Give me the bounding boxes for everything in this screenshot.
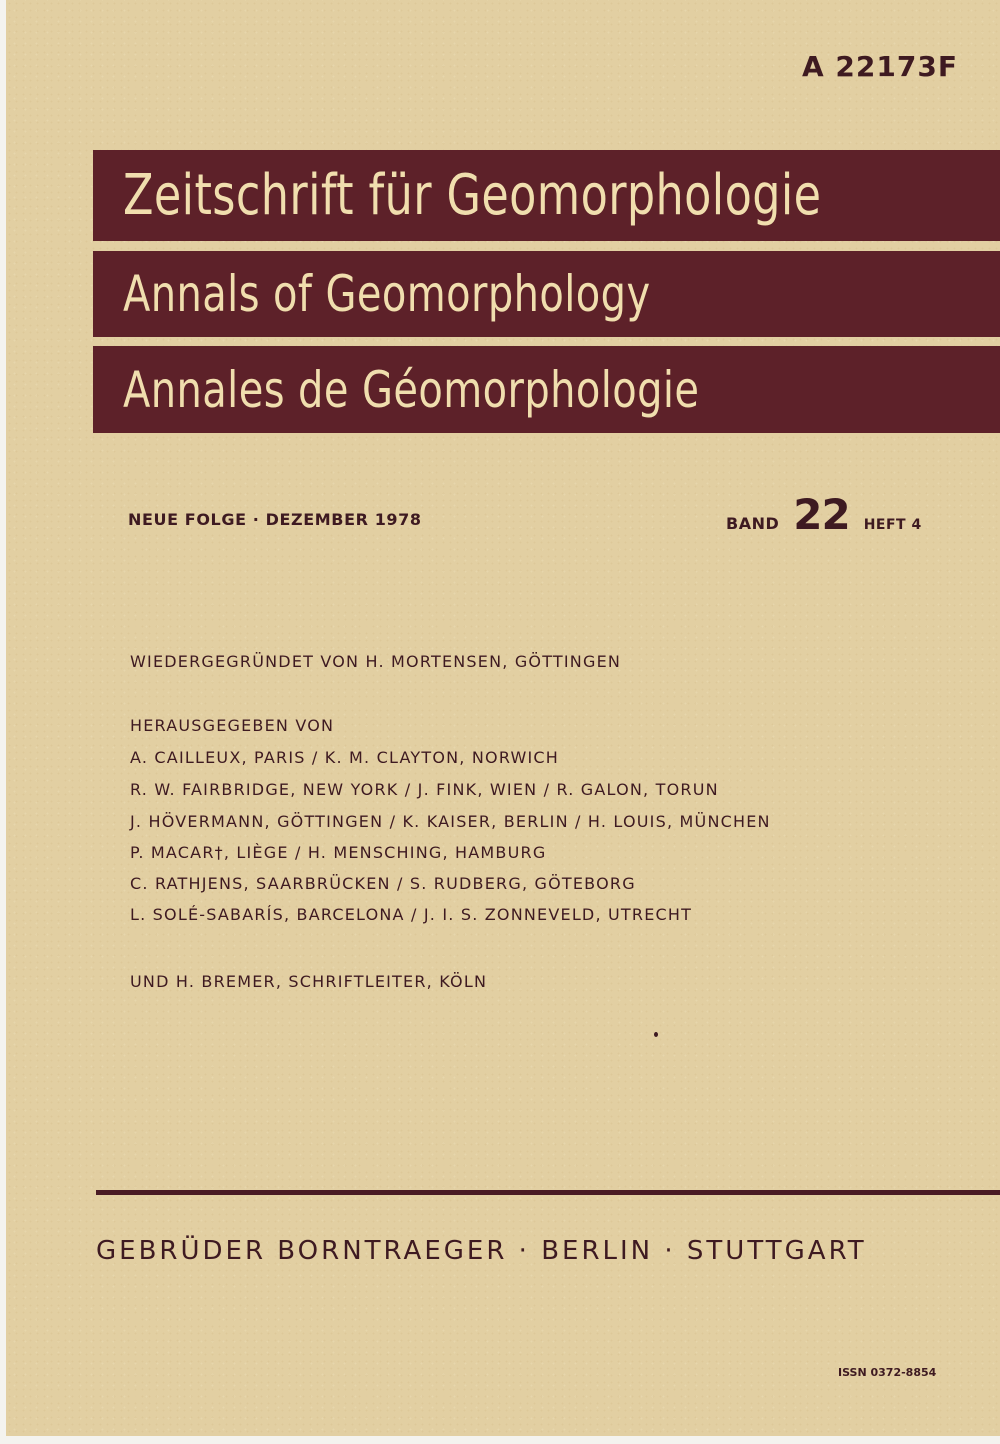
editor-line: L. SOLÉ-SABARÍS, BARCELONA / J. I. S. ZONNEVELD, UTRECHT [130,905,693,924]
series-date: NEUE FOLGE · DEZEMBER 1978 [128,510,422,529]
managing-editor: UND H. BREMER, SCHRIFTLEITER, KÖLN [130,972,488,991]
horizontal-rule [96,1190,1000,1195]
title-english: Annals of Geomorphology [123,265,651,323]
title-bar-english [93,251,1000,337]
volume-info [726,490,922,539]
title-bar-german [93,150,1000,241]
title-bar-french [93,346,1000,433]
editor-line: R. W. FAIRBRIDGE, NEW YORK / J. FINK, WIEN / R. GALON, TORUN [130,780,719,799]
editor-line: J. HÖVERMANN, GÖTTINGEN / K. KAISER, BERLIN / H. LOUIS, MÜNCHEN [130,812,771,831]
publisher: GEBRÜDER BORNTRAEGER · BERLIN · STUTTGART [96,1236,867,1266]
journal-cover [6,0,1000,1436]
editor-line: C. RATHJENS, SAARBRÜCKEN / S. RUDBERG, GÖTEBORG [130,874,636,893]
catalog-code: A 22173F [802,50,958,83]
editors-heading: HERAUSGEGEBEN VON [130,716,335,735]
issn: ISSN 0372-8854 [838,1366,937,1379]
title-german: Zeitschrift für Geomorphologie [123,163,822,228]
ink-speck [654,1032,658,1037]
title-french: Annales de Géomorphologie [123,360,700,419]
editor-line: A. CAILLEUX, PARIS / K. M. CLAYTON, NORWICH [130,748,560,767]
heft-number: HEFT 4 [863,517,922,533]
band-label: BAND [726,514,780,533]
editor-line: P. MACAR†, LIÈGE / H. MENSCHING, HAMBURG [130,843,547,862]
band-number: 22 [793,490,850,539]
refounded-line: WIEDERGEGRÜNDET VON H. MORTENSEN, GÖTTINGEN [130,652,622,671]
